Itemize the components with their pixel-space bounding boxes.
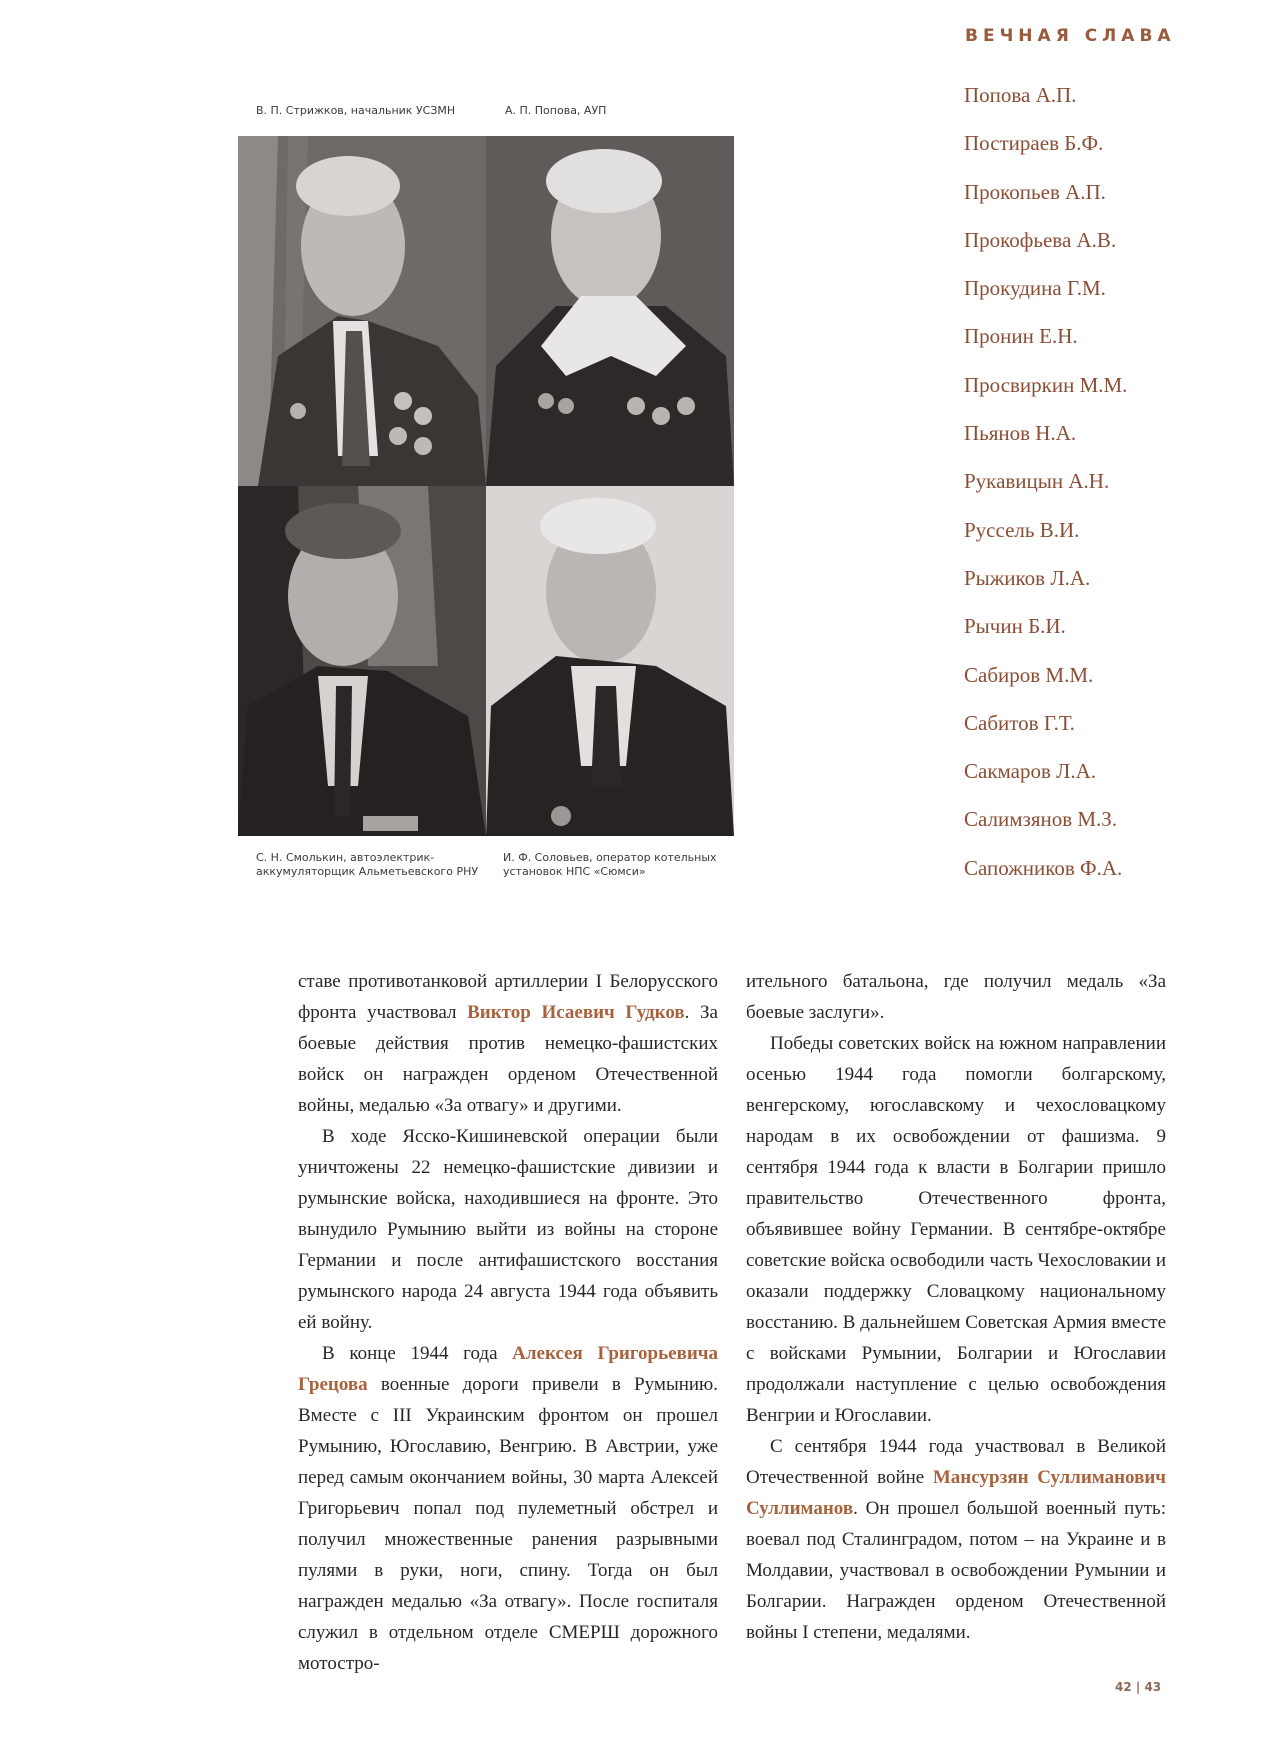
paragraph — [298, 966, 718, 1121]
text: . Он прошел большой военный путь: воевал под Сталинградом, потом – на Украине и в Молдавии, участвовал в освобождении Румынии и Болгарии. Награжден орденом Отечественной войны I степени, медалями. — [746, 1498, 1166, 1643]
name-list-item: Постираев Б.Ф. — [964, 131, 1104, 156]
text: военные дороги привели в Румынию. Вместе с III Украинским фронтом он прошел Румынию, Югославию, Венгрию. В Австрии, уже перед самым окончанием войны, 30 марта Алексей Григорьевич попал под пулеметный обстрел и получил множественные ранения разрывными пулями в руки, ноги, спину. Тогда он был награжден медалью «За отвагу». После госпиталя служил в отдельном отделе СМЕРШ дорожного мотостро- — [298, 1374, 718, 1674]
paragraph: В ходе Ясско-Кишиневской операции были уничтожены 22 немецко-фашистские дивизии и румынские войска, находившиеся на фронте. Это вынудило Румынию выйти из войны на стороне Германии и после антифашистского восстания румынского народа 24 августа 1944 года объявить ей войну. — [298, 1126, 718, 1333]
name-list-item: Рыжиков Л.А. — [964, 565, 1091, 590]
highlighted-name: Виктор Исаевич Гудков — [467, 1002, 685, 1023]
name-list-item: Попова А.П. — [964, 83, 1077, 107]
caption-line: С. Н. Смолькин, автоэлектрик- — [256, 851, 435, 864]
name-list-item: Салимзянов М.З. — [964, 807, 1118, 832]
text: С сентября 1944 года участвовал в Великой Отечественной войне — [746, 1436, 1166, 1488]
paragraph: Победы советских войск на южном направлении осенью 1944 года помогли болгарскому, венгерскому, югославскому и чехословацкому народам в их освобождении от фашизма. 9 сентября 1944 года к власти в Болгарии пришло правительство Отечественного фронта, объявившее войну Германии. В сентябре-октябре советские войска освободили часть Чехословакии и оказали поддержку Словацкому национальному восстанию. В дальнейшем Советская Армия вместе с войсками Румынии, Болгарии и Югославии продолжали наступление с целью освобождения Венгрии и Югославии. — [746, 1033, 1166, 1426]
name-list-item: Сапожников Ф.А. — [964, 855, 1123, 880]
name-list-item: Сакмаров Л.А. — [964, 759, 1097, 784]
portrait-photo-striжkov — [238, 136, 486, 486]
text: . За боевые действия против немецко-фашистских войск он награжден орденом Отечественной войны, медалью «За отвагу» и другими. — [298, 1002, 718, 1116]
paragraph — [746, 1431, 1166, 1648]
name-list-item: Руссель В.И. — [964, 517, 1080, 542]
name-list-item: Сабиров М.М. — [964, 662, 1094, 687]
photo-caption-bottom-right — [503, 851, 717, 879]
photo-caption-top-right: А. П. Попова, АУП — [505, 104, 607, 117]
highlighted-name: Алексея Григорьевича Грецова — [298, 1343, 718, 1395]
article-column-left — [298, 966, 718, 1679]
portrait-photo-solovyev — [486, 486, 734, 836]
name-list-item: Прокофьева А.В. — [964, 227, 1117, 252]
name-list-item: Пьянов Н.А. — [964, 421, 1077, 446]
name-list-item: Пронин Е.Н. — [964, 324, 1078, 349]
caption-line: аккумуляторщик Альметьевского РНУ — [256, 865, 479, 878]
photo-caption-bottom-left — [256, 851, 478, 879]
name-list-item: Прокудина Г.М. — [964, 276, 1106, 301]
paragraph — [298, 1338, 718, 1679]
highlighted-name: Мансурзян Суллиманович Суллиманов — [746, 1467, 1166, 1519]
caption-line: И. Ф. Соловьев, оператор котельных — [503, 851, 717, 864]
name-list-item: Сабитов Г.Т. — [964, 710, 1075, 735]
article-column-right — [746, 966, 1166, 1648]
veterans-name-list — [964, 80, 1127, 901]
photo-grid — [238, 136, 734, 836]
name-list-item: Прокопьев А.П. — [964, 179, 1106, 204]
name-list-item: Рычин Б.И. — [964, 614, 1066, 639]
portrait-photo-smolkin — [238, 486, 486, 836]
paragraph: ительного батальона, где получил медаль «За боевые заслуги». — [746, 971, 1166, 1023]
text: В конце 1944 года — [322, 1343, 513, 1364]
text: ставе противотанковой артиллерии I Белорусского фронта участвовал — [298, 971, 718, 1023]
name-list-item: Рукавицын А.Н. — [964, 469, 1110, 494]
caption-line: установок НПС «Сюмси» — [503, 865, 646, 878]
page-numbers: 42 | 43 — [1115, 1680, 1162, 1694]
name-list-item: Просвиркин М.М. — [964, 372, 1128, 397]
section-title: ВЕЧНАЯ СЛАВА — [965, 26, 1176, 46]
photo-caption-top-left: В. П. Стрижков, начальник УСЗМН — [256, 104, 456, 117]
portrait-photo-popova — [486, 136, 734, 486]
